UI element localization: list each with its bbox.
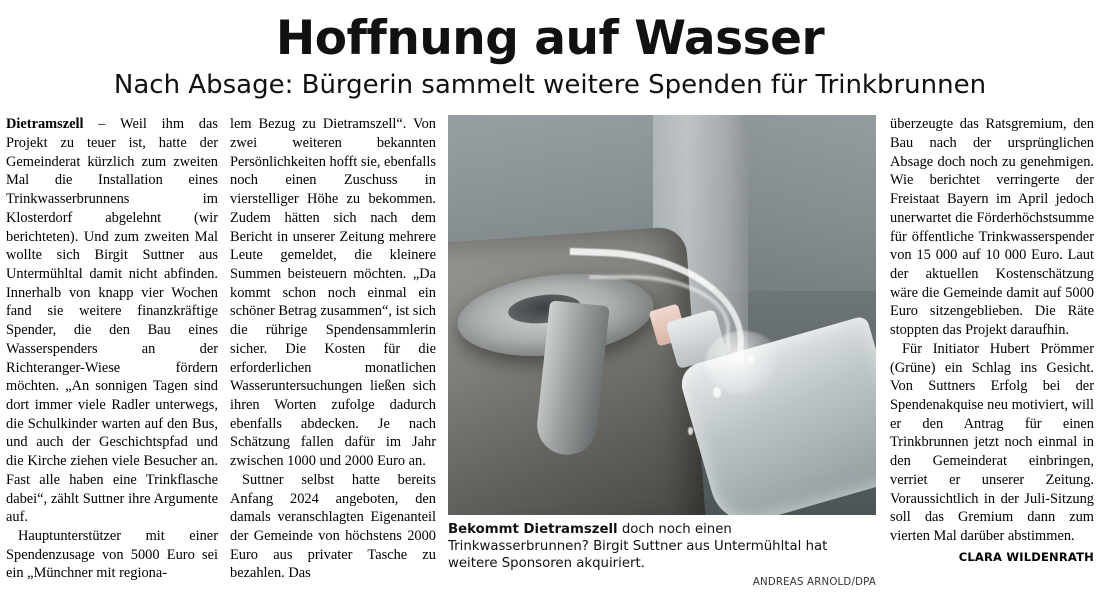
article-byline: CLARA WILDENRATH xyxy=(958,549,1094,564)
photo-droplet xyxy=(748,355,754,364)
byline-row xyxy=(890,548,1094,567)
paragraph xyxy=(6,115,218,527)
dateline: Dietramszell xyxy=(6,116,84,133)
photo-credit: ANDREAS ARNOLD/DPA xyxy=(752,576,876,588)
photo-droplet xyxy=(688,427,693,435)
paragraph-text: Weil ihm das Projekt zu teuer ist, hatte der Gemeinderat kürzlich zum zweiten Mal die Installation eines Trinkwasserbrunnens im Klosterdorf abgelehnt (wir berichteten). Und zum zweiten Mal wollte sich Birgit Suttner aus Untermühltal damit nicht abfinden. Innerhalb von knapp vier Wochen fand sie weitere finanzkräftige Spender, die den Bau eines Wasserspenders an der Richteranger-Wiese fördern möchten. „An sonnigen Tagen sind dort immer viele Radler unterwegs, die Schulkinder warten auf den Bus, und auch der Geschichtspfad und die Kirche ziehen viele Besucher an. Fast alle haben eine Trinkflasche dabei“, zählt Suttner ihre Argumente auf. xyxy=(6,116,218,526)
article-photo xyxy=(448,115,876,515)
photo-caption xyxy=(448,522,876,573)
text-column-2 xyxy=(230,115,448,583)
page-title: Hoffnung auf Wasser xyxy=(275,11,825,66)
paragraph xyxy=(230,115,436,471)
paragraph-text: Hauptunterstützer mit einer Spendenzusage von 5000 Euro sei ein „Münchner mit regiona- xyxy=(6,528,218,582)
text-column-1 xyxy=(6,115,230,583)
dateline-dash: – xyxy=(83,116,121,133)
photo-figure xyxy=(448,115,876,589)
paragraph xyxy=(890,340,1094,546)
paragraph-text: Suttner selbst hatte bereits Anfang 2024 angeboten, den damals veranschlagten Eigenanteil der Gemeinde von höchstens 2000 Euro aus privater Tasche zu bezahlen. Das xyxy=(230,471,436,582)
photo-caption-lead: Bekommt Dietramszell xyxy=(448,522,618,538)
paragraph xyxy=(230,471,436,583)
paragraph-text: überzeugte das Ratsgremium, den Bau nach der ursprünglichen Absage doch noch zu genehmigen. Wie berichtet verringerte der Freistaat Bayern im April jedoch unerwartet die Förderhöchstsumme für öffentliche Trinkwasserspender von 15 000 auf 10 000 Euro. Laut der aktuellen Kostenschätzung wäre die Gemeinde damit auf 5000 Euro sitzengeblieben. Die Räte stoppten das Projekt daraufhin. xyxy=(890,116,1094,339)
photo-column xyxy=(448,115,884,589)
text-column-4 xyxy=(884,115,1094,566)
paragraph-text: Für Initiator Hubert Prömmer (Grüne) ein Schlag ins Gesicht. Von Suttners Erfolg bei der Spendenakquise neu motiviert, will er den Antrag für einen Trinkbrunnen jetzt noch einmal in den Gemeinderat einbringen, verriet er unserer Zeitung. Voraussichtlich in der Juli-Sitzung soll das Gremium dann zum vierten Mal darüber abstimmen. xyxy=(890,340,1094,545)
photo-caption-text: doch noch einen Trinkwasserbrunnen? Birgit Suttner aus Untermühltal hat weitere Sponsoren akquiriert. xyxy=(448,522,828,571)
newspaper-article-page xyxy=(0,11,1100,599)
article-subheadline: Nach Absage: Bürgerin sammelt weitere Spenden für Trinkbrunnen xyxy=(113,70,987,101)
paragraph-text: lem Bezug zu Dietramszell“. Von zwei weiteren bekannten Persönlichkeiten hofft sie, ebenfalls noch einen Zuschuss in vierstelliger Höhe zu bekommen. Zudem hätten sich nach dem Bericht in unserer Zeitung mehrere Leute gemeldet, die kleinere Summen beisteuern möchten. „Da kommt schon noch einmal ein schöner Betrag zusammen“, ist sich die rührige Spendensammlerin sicher. Die Kosten für die erforderlichen monatlichen Wasseruntersuchungen ließen sich ihren Worten zufolge dadurch ebenfalls abdecken. Je nach Schätzung fallen dafür im Jahr zwischen 1000 und 2000 Euro an. xyxy=(230,116,436,470)
article-body xyxy=(0,115,1100,589)
paragraph xyxy=(890,115,1094,340)
photo-splash xyxy=(705,331,782,395)
paragraph xyxy=(6,527,218,583)
